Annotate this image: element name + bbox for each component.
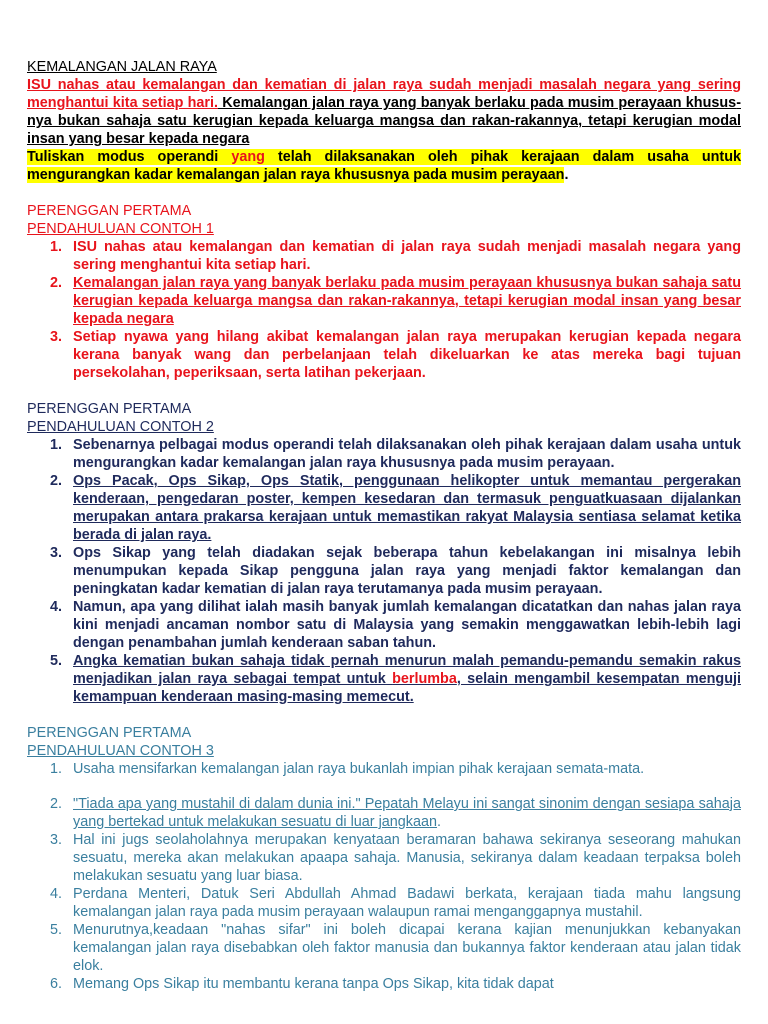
list-number: 2. xyxy=(50,796,63,812)
list-number: 3. xyxy=(50,832,63,848)
list-item-text: Kemalangan jalan raya yang banyak berlaku pada musim perayaan khususnya bukan sahaja satu kerugian kepada keluarga mangsa dan rakan-rakannya, tetapi kerugian modal insan yang besar kepada negara xyxy=(73,275,741,327)
list-item-text: "Tiada apa yang mustahil di dalam dunia ini." Pepatah Melayu ini sangat sinonim dengan sesiapa sahaja yang bertekad untuk melakukan sesuatu di luar jangkaan xyxy=(73,796,741,830)
list-number: 4. xyxy=(50,886,63,902)
section3-subtitle: PENDAHULUAN CONTOH 3 xyxy=(27,743,214,759)
list-number: 1. xyxy=(50,239,63,255)
section3-list xyxy=(27,760,741,993)
question-word-yang: yang xyxy=(231,149,265,165)
list-item-text: Setiap nyawa yang hilang akibat kemalangan jalan raya merupakan kerugian kepada negara kerana banyak wang dan perbelanjaan telah dikeluarkan ke atas mereka bagi tujuan persekolahan, peperiksaan, serta latihan pekerjaan. xyxy=(73,329,741,381)
question-paragraph xyxy=(27,148,741,184)
question-text-1: Tuliskan modus operandi xyxy=(27,149,232,165)
item5-text-b: , selain mengambil kesempatan menguji kemampuan kenderaan masing-masing memecut. xyxy=(73,671,741,705)
list-number: 2. xyxy=(50,275,63,291)
section3-item-4 xyxy=(27,885,741,921)
list-item-text: Ops Pacak, Ops Sikap, Ops Statik, penggunaan helikopter untuk memantau pergerakan kenderaan, pengedaran poster, kempen kesedaran dan termasuk penguatkuasaan dijalankan merupakan antara prakarsa kerajaan untuk memastikan rakyat Malaysia sentiasa selamat ketika berada di jalan raya. xyxy=(73,473,741,543)
list-item-text: Usaha mensifarkan kemalangan jalan raya bukanlah impian pihak kerajaan semata-mata. xyxy=(73,761,645,777)
section1-subtitle: PENDAHULUAN CONTOH 1 xyxy=(27,221,214,237)
section2-list xyxy=(27,436,741,706)
list-item-text: Ops Sikap yang telah diadakan sejak beberapa tahun kebelakangan ini misalnya lebih menumpukan kepada Sikap pengguna jalan raya yang menjadi faktor kemalangan dan peningkatan kadar kematian di jalan raya terutamanya pada musim perayaan. xyxy=(73,545,741,597)
section3-item-3 xyxy=(27,831,741,885)
list-number: 1. xyxy=(50,437,63,453)
list-number: 3. xyxy=(50,329,63,345)
list-number: 6. xyxy=(50,976,63,992)
section1-item-1 xyxy=(27,238,741,274)
list-item-dot: . xyxy=(437,814,442,830)
list-number: 4. xyxy=(50,599,63,615)
section3-item-6 xyxy=(27,975,741,993)
section3-title: PERENGGAN PERTAMA xyxy=(27,725,192,741)
section1-item-2 xyxy=(27,274,741,328)
list-number: 5. xyxy=(50,922,63,938)
intro-paragraph xyxy=(27,76,741,148)
intro-black-sentence: Kemalangan jalan raya yang banyak berlaku pada musim perayaan khususnya bukan sahaja satu kerugian kepada keluarga mangsa dan rakan-rakannya, tetapi kerugian modal insan yang besar kepada negara xyxy=(27,95,741,147)
item5-text-a: Angka kematian bukan sahaja tidak pernah menurun malah pemandu-pemandu semakin rakus menjadikan jalan raya sebagai tempat untuk xyxy=(73,653,741,687)
section2-item-3 xyxy=(27,544,741,598)
section1-list xyxy=(27,238,741,382)
list-number: 5. xyxy=(50,653,63,669)
question-highlight xyxy=(27,149,741,183)
list-number: 3. xyxy=(50,545,63,561)
list-item-text: ISU nahas atau kemalangan dan kematian di jalan raya sudah menjadi masalah negara yang sering menghantui kita setiap hari. xyxy=(73,239,741,273)
section3-item-1 xyxy=(27,760,741,778)
section1-title: PERENGGAN PERTAMA xyxy=(27,203,192,219)
section2-item-5 xyxy=(27,652,741,706)
section3-item-5 xyxy=(27,921,741,975)
section3-item-2 xyxy=(27,795,741,831)
list-item-text: Memang Ops Sikap itu membantu kerana tanpa Ops Sikap, kita tidak dapat xyxy=(73,976,554,992)
list-item-text xyxy=(73,653,741,705)
section2-item-2 xyxy=(27,472,741,544)
section2-title: PERENGGAN PERTAMA xyxy=(27,401,192,417)
list-item-text: Sebenarnya pelbagai modus operandi telah dilaksanakan oleh pihak kerajaan dalam usaha untuk mengurangkan kadar kemalangan jalan raya khususnya pada musim perayaan. xyxy=(73,437,741,471)
list-number: 2. xyxy=(50,473,63,489)
list-item-text: Menurutnya,keadaan "nahas sifar" ini boleh dicapai kerana kajian menunjukkan kebanyakan kemalangan jalan raya disebabkan oleh faktor manusia dan bukannya faktor kenderaan atau jalan tidak elok. xyxy=(73,922,741,974)
list-item-text: Hal ini jugs seolaholahnya merupakan kenyataan beramaran bahawa sekiranya seseorang mahukan sesuatu, mereka akan melakukan apaapa sahaja. Manusia, sekiranya dalam keadaan terpaksa boleh melakukan sesuatu yang luar biasa. xyxy=(73,832,741,884)
section2-item-4 xyxy=(27,598,741,652)
intro-red-sentence: ISU nahas atau kemalangan dan kematian di jalan raya sudah menjadi masalah negara yang sering menghantui kita setiap hari. xyxy=(27,77,741,111)
section2-subtitle: PENDAHULUAN CONTOH 2 xyxy=(27,419,214,435)
list-item-text: Perdana Menteri, Datuk Seri Abdullah Ahmad Badawi berkata, kerajaan tiada mahu langsung kemalangan jalan raya pada musim perayaan walaupun ramai menganggapnya mustahil. xyxy=(73,886,741,920)
section2-item-1 xyxy=(27,436,741,472)
list-item-text: Namun, apa yang dilihat ialah masih banyak jumlah kemalangan dicatatkan dan nahas jalan raya kini menjadi ancaman nombor satu di Malaysia yang semakin menggawatkan lebih-lebih lagi dengan penambahan jumlah kenderaan saban tahun. xyxy=(73,599,741,651)
item5-word-berlumba: berlumba xyxy=(392,671,457,687)
question-text-2: telah dilaksanakan oleh pihak kerajaan dalam usaha untuk mengurangkan kadar kemalangan jalan raya khususnya pada musim perayaan xyxy=(27,149,742,183)
document-heading: KEMALANGAN JALAN RAYA xyxy=(27,59,217,75)
question-dot: . xyxy=(564,167,569,183)
section1-item-3 xyxy=(27,328,741,382)
list-number: 1. xyxy=(50,761,63,777)
